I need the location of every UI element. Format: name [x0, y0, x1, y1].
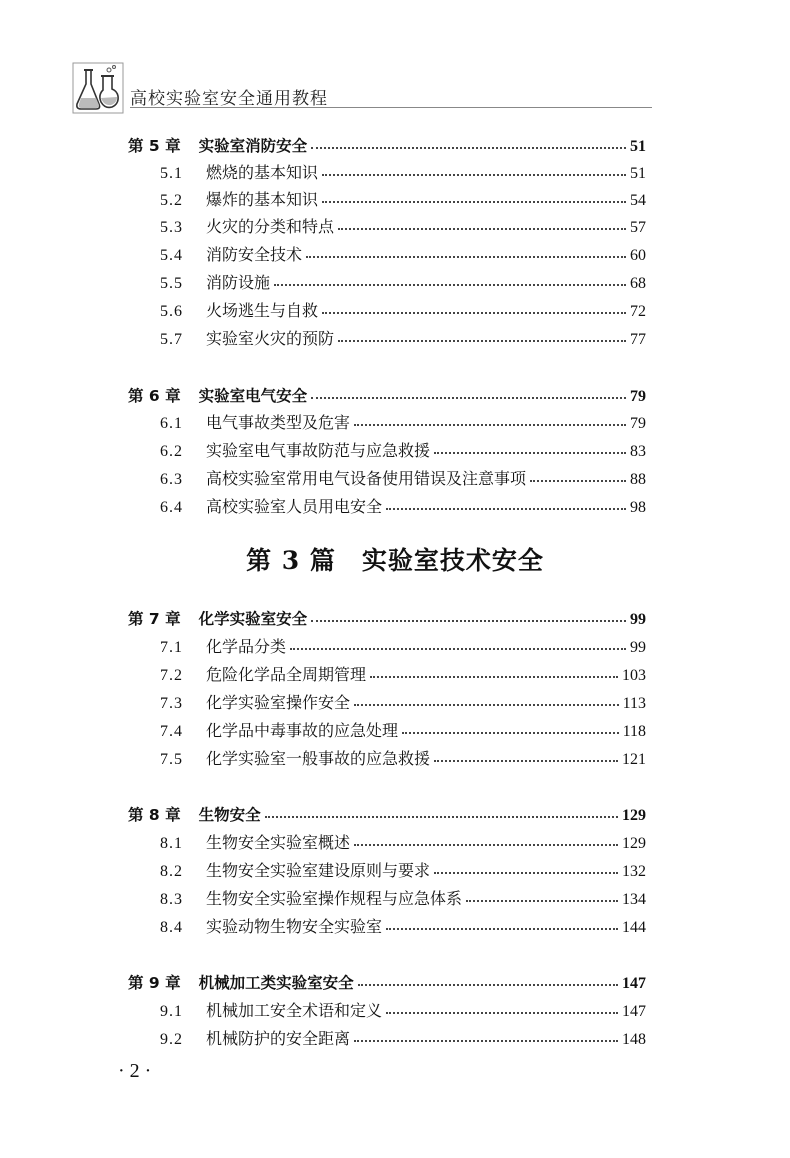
section-number: 7.2 [160, 667, 183, 684]
leader-dots [402, 731, 619, 734]
leader-dots [338, 339, 626, 342]
leader-dots [434, 871, 618, 874]
section-title: 化学实验室一般事故的应急救援 [206, 749, 431, 768]
leader-dots [434, 451, 626, 454]
page-ref: 57 [630, 219, 646, 236]
leader-dots [322, 311, 626, 314]
section-title: 化学品分类 [206, 637, 287, 656]
chapter-title: 生物安全 [198, 806, 261, 824]
section-number: 8.2 [160, 863, 183, 880]
page-ref: 68 [630, 275, 646, 292]
section-title: 实验动物生物安全实验室 [206, 917, 383, 936]
page-ref: 99 [630, 611, 646, 628]
section-number: 5.2 [160, 192, 183, 209]
page-ref: 88 [630, 471, 646, 488]
toc-section[interactable] [160, 659, 646, 685]
toc-section[interactable] [160, 295, 646, 321]
leader-dots [386, 1011, 618, 1014]
toc-chapter-6[interactable] [128, 380, 646, 406]
leader-dots [338, 227, 626, 230]
toc-section[interactable] [160, 463, 646, 489]
toc-section[interactable] [160, 267, 646, 293]
header-title: 高校实验室安全通用教程 [130, 89, 328, 109]
section-title: 生物安全实验室建设原则与要求 [206, 861, 431, 880]
section-title: 机械加工安全术语和定义 [206, 1001, 383, 1020]
page-ref: 129 [622, 835, 646, 852]
section-title: 机械防护的安全距离 [206, 1029, 351, 1048]
leader-dots [354, 1039, 618, 1042]
section-title: 电气事故类型及危害 [206, 413, 351, 432]
leader-dots [354, 423, 626, 426]
section-number: 5.6 [160, 303, 183, 320]
leader-dots [354, 703, 619, 706]
page-ref: 148 [622, 1031, 646, 1048]
page-ref: 83 [630, 443, 646, 460]
section-number: 7.5 [160, 751, 183, 768]
toc-chapter-7[interactable] [128, 603, 646, 629]
section-number: 8.1 [160, 835, 183, 852]
page-ref: 60 [630, 247, 646, 264]
page-ref: 129 [622, 807, 646, 824]
toc-section[interactable] [160, 491, 646, 517]
page-ref: 147 [622, 975, 646, 992]
section-number: 8.3 [160, 891, 183, 908]
section-number: 6.2 [160, 443, 183, 460]
page-ref: 72 [630, 303, 646, 320]
section-number: 9.1 [160, 1003, 183, 1020]
toc-section[interactable] [160, 883, 646, 909]
page-ref: 103 [622, 667, 646, 684]
chapter-number: 第 6 章 [128, 387, 181, 405]
toc-section[interactable] [160, 827, 646, 853]
header-rule [130, 107, 652, 108]
page-ref: 51 [630, 138, 646, 155]
page-ref: 144 [622, 919, 646, 936]
section-number: 6.3 [160, 471, 183, 488]
toc-section[interactable] [160, 715, 646, 741]
chapter-title: 化学实验室安全 [198, 610, 308, 628]
section-number: 6.1 [160, 415, 183, 432]
section-number: 5.4 [160, 247, 183, 264]
section-title: 实验室火灾的预防 [206, 329, 335, 348]
leader-dots [530, 479, 626, 482]
toc-section[interactable] [160, 631, 646, 657]
page-ref: 79 [630, 388, 646, 405]
toc-section[interactable] [160, 239, 646, 265]
section-title: 化学实验室操作安全 [206, 693, 351, 712]
toc-section[interactable] [160, 157, 646, 183]
leader-dots [311, 619, 626, 622]
chapter-title: 实验室消防安全 [198, 137, 308, 155]
page-ref: 134 [622, 891, 646, 908]
toc-section[interactable] [160, 995, 646, 1021]
page-ref: 79 [630, 415, 646, 432]
section-number: 5.5 [160, 275, 183, 292]
section-title: 化学品中毒事故的应急处理 [206, 721, 399, 740]
section-title: 危险化学品全周期管理 [206, 665, 367, 684]
page-ref: 118 [622, 723, 646, 740]
toc-section[interactable] [160, 855, 646, 881]
section-title: 高校实验室常用电气设备使用错误及注意事项 [206, 469, 527, 488]
toc-section[interactable] [160, 323, 646, 349]
part-number: 第 3 篇 [246, 546, 336, 575]
chapter-title: 实验室电气安全 [198, 387, 308, 405]
leader-dots [386, 507, 626, 510]
leader-dots [434, 759, 618, 762]
section-title: 消防安全技术 [206, 245, 303, 264]
page-ref: 99 [630, 639, 646, 656]
section-number: 7.3 [160, 695, 183, 712]
chapter-number: 第 7 章 [128, 610, 181, 628]
section-title: 生物安全实验室操作规程与应急体系 [206, 889, 463, 908]
toc-section[interactable] [160, 1023, 646, 1049]
section-number: 7.1 [160, 639, 183, 656]
section-number: 6.4 [160, 499, 183, 516]
page-ref: 51 [630, 165, 646, 182]
page-ref: 77 [630, 331, 646, 348]
section-number: 5.3 [160, 219, 183, 236]
leader-dots [290, 647, 626, 650]
section-title: 消防设施 [206, 273, 271, 292]
leader-dots [311, 396, 626, 399]
section-number: 5.7 [160, 331, 183, 348]
chapter-number: 第 5 章 [128, 137, 181, 155]
section-title: 火灾的分类和特点 [206, 217, 335, 236]
section-title: 高校实验室人员用电安全 [206, 497, 383, 516]
leader-dots [370, 675, 618, 678]
toc-chapter-9[interactable] [128, 967, 646, 993]
section-title: 生物安全实验室概述 [206, 833, 351, 852]
toc-section[interactable] [160, 184, 646, 210]
leader-dots [358, 983, 618, 986]
section-number: 5.1 [160, 165, 183, 182]
section-title: 火场逃生与自救 [206, 301, 319, 320]
chapter-number: 第 8 章 [128, 806, 181, 824]
toc-section[interactable] [160, 435, 646, 461]
section-title: 燃烧的基本知识 [206, 163, 319, 182]
leader-dots [354, 843, 618, 846]
leader-dots [274, 283, 626, 286]
section-number: 9.2 [160, 1031, 183, 1048]
page-number: · 2 · [118, 1060, 152, 1082]
leader-dots [311, 146, 626, 149]
toc-section[interactable] [160, 743, 646, 769]
leader-dots [322, 200, 626, 203]
flask-icon [72, 62, 124, 114]
running-header [72, 62, 652, 114]
part-title [0, 541, 790, 577]
leader-dots [306, 255, 626, 258]
section-number: 7.4 [160, 723, 183, 740]
leader-dots [466, 899, 618, 902]
leader-dots [322, 173, 626, 176]
toc-section[interactable] [160, 911, 646, 937]
section-title: 爆炸的基本知识 [206, 190, 319, 209]
toc-section[interactable] [160, 211, 646, 237]
toc-chapter-8[interactable] [128, 799, 646, 825]
leader-dots [386, 927, 618, 930]
leader-dots [265, 815, 618, 818]
page-ref: 54 [630, 192, 646, 209]
toc-section[interactable] [160, 687, 646, 713]
chapter-number: 第 9 章 [128, 974, 181, 992]
part-name: 实验室技术安全 [361, 546, 544, 575]
toc-section[interactable] [160, 407, 646, 433]
page-ref: 132 [622, 863, 646, 880]
page-ref: 121 [622, 751, 646, 768]
section-number: 8.4 [160, 919, 183, 936]
chapter-title: 机械加工类实验室安全 [198, 974, 354, 992]
page-ref: 113 [622, 695, 646, 712]
section-title: 实验室电气事故防范与应急救援 [206, 441, 431, 460]
page-ref: 98 [630, 499, 646, 516]
page-ref: 147 [622, 1003, 646, 1020]
toc-chapter-5[interactable] [128, 130, 646, 156]
